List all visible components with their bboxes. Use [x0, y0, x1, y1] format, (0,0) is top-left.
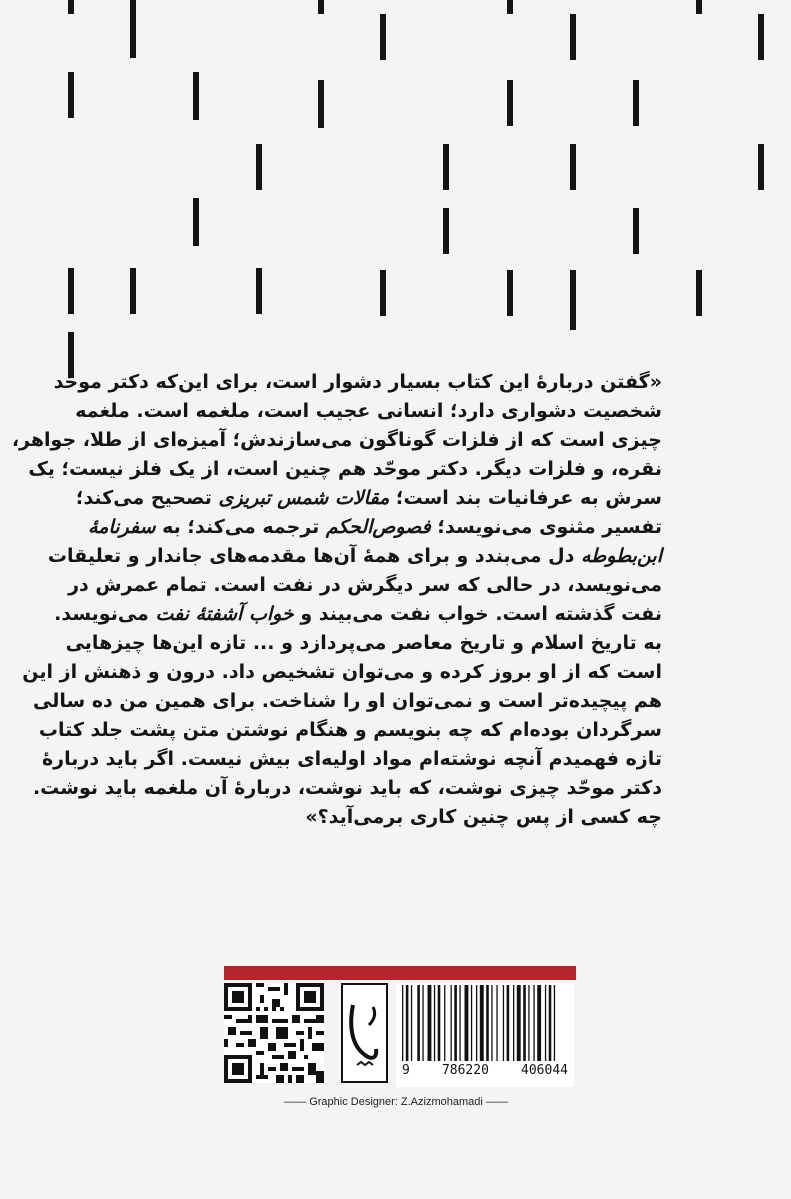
blurb-line: چیزی است که از فلزات گوناگون می‌سازندش؛ آمیزه‌ای از طلا، جواهر، — [11, 429, 662, 451]
blurb-line — [54, 600, 662, 629]
decorative-dash-pattern — [0, 0, 791, 380]
blurb-line — [62, 513, 662, 542]
barcode-bar — [411, 985, 412, 1061]
blurb-line — [62, 484, 662, 513]
barcode-bar — [471, 985, 472, 1061]
barcode-bar — [417, 985, 420, 1061]
blurb-line: به تاریخ اسلام و تاریخ معاصر می‌پردازد و ... تازه این‌ها چیزهایی — [65, 632, 662, 654]
barcode-bar — [517, 985, 521, 1061]
isbn-group-2: 406044 — [521, 1063, 568, 1078]
blurb-line: تازه فهمیدم آنچه نوشته‌ام مواد اولیه‌ای بیش نیست. اگر باید دربارهٔ — [41, 748, 662, 770]
publisher-info-block — [218, 966, 574, 1096]
isbn-prefix: 9 — [402, 1063, 410, 1078]
blurb-text: نفت گذشته است. خواب نفت می‌بیند و — [300, 603, 662, 625]
blurb-line: دکتر موحّد چیزی نوشت، که باید نوشت، دربارهٔ آن ملغمه باید نوشت. — [32, 777, 662, 799]
blurb-text: تفسیر مثنوی می‌نویسد؛ — [437, 516, 662, 538]
barcode-bar — [491, 985, 492, 1061]
designer-name: Graphic Designer: Z.Azizmohamadi — [309, 1096, 483, 1108]
graphic-designer-credit — [218, 1096, 574, 1108]
barcode-bar — [402, 985, 403, 1061]
rule-left: —— — [284, 1096, 307, 1108]
book-title-ibn-battuta: ابن‌بطوطه — [580, 545, 662, 567]
barcode-bar — [507, 985, 510, 1061]
barcode-bar — [422, 985, 423, 1061]
barcode-bar — [503, 985, 504, 1061]
blurb-line: شخصیت دشواری دارد؛ انسانی عجیب است، ملغمه است. ملغمه — [75, 400, 662, 422]
qr-code — [224, 983, 324, 1083]
barcode-bar — [528, 985, 529, 1061]
barcode-bar — [480, 985, 484, 1061]
accent-bar — [224, 966, 576, 980]
book-title-shams: مقالات شمس تبریزی — [218, 487, 390, 509]
barcode-bar — [513, 985, 514, 1061]
rule-right: —— — [485, 1096, 508, 1108]
blurb-line — [47, 542, 662, 571]
book-title-fusus: فصوص‌الحکم — [325, 516, 431, 538]
blurb-line: نقره، و فلزات دیگر. دکتر موحّد هم چنین است، از یک فلز نیست؛ یک — [28, 458, 662, 480]
barcode-bar — [496, 985, 497, 1061]
barcode-bar — [545, 985, 546, 1061]
blurb-text: ترجمه می‌کند؛ به — [155, 516, 326, 538]
barcode-bar — [434, 985, 435, 1061]
blurb-text: سرش به عرفانیات بند است؛ — [395, 487, 662, 509]
barcode-bar — [454, 985, 457, 1061]
barcode-bar — [537, 985, 541, 1061]
isbn-group-1: 786220 — [441, 1063, 489, 1078]
publisher-logo — [341, 983, 388, 1083]
barcode-bar — [444, 985, 445, 1061]
blurb-line: می‌نویسد، در حالی که سر دیگرش در نفت است. تمام عمرش در — [68, 574, 662, 596]
book-title-khab: خواب آشفتهٔ نفت — [155, 603, 294, 625]
barcode-bar — [554, 985, 555, 1061]
back-cover-blurb — [11, 368, 662, 832]
blurb-line: «گفتن دربارهٔ این کتاب بسیار دشوار است، برای این‌که دکتر موحّد — [53, 371, 662, 393]
barcode-bar — [533, 985, 534, 1061]
barcode-bar — [476, 985, 477, 1061]
book-title-safarnameh: سفرنامهٔ — [88, 516, 156, 538]
barcode-bar — [549, 985, 552, 1061]
blurb-line: هم پیچیده‌تر است و نمی‌توان او را شناخت. برای همین من ده سالی — [33, 690, 662, 712]
barcode-bar — [438, 985, 441, 1061]
blurb-text: تصحیح می‌کند؛ — [75, 487, 219, 509]
blurb-text: می‌نویسد. — [54, 603, 156, 625]
barcode-bar — [406, 985, 409, 1061]
blurb-text: دل می‌بندد و برای همهٔ آن‌ها مقدمه‌های جاندار و تعلیقات — [47, 545, 581, 567]
isbn-number — [396, 1063, 574, 1078]
barcode-bar — [523, 985, 526, 1061]
barcode-bar — [428, 985, 432, 1061]
barcode-bar — [451, 985, 452, 1061]
blurb-line: چه کسی از پس چنین کاری برمی‌آید؟» — [305, 806, 662, 828]
barcode-bar — [465, 985, 469, 1061]
barcode-bar — [459, 985, 460, 1061]
blurb-line: است که از او بروز کرده و می‌توان تشخیص داد. درون و ذهنش از این — [22, 661, 662, 683]
blurb-line: سرگردان بوده‌ام که چه بنویسم و هنگام نوشتن متن پشت جلد کتاب — [38, 719, 662, 741]
barcode-bar — [486, 985, 489, 1061]
